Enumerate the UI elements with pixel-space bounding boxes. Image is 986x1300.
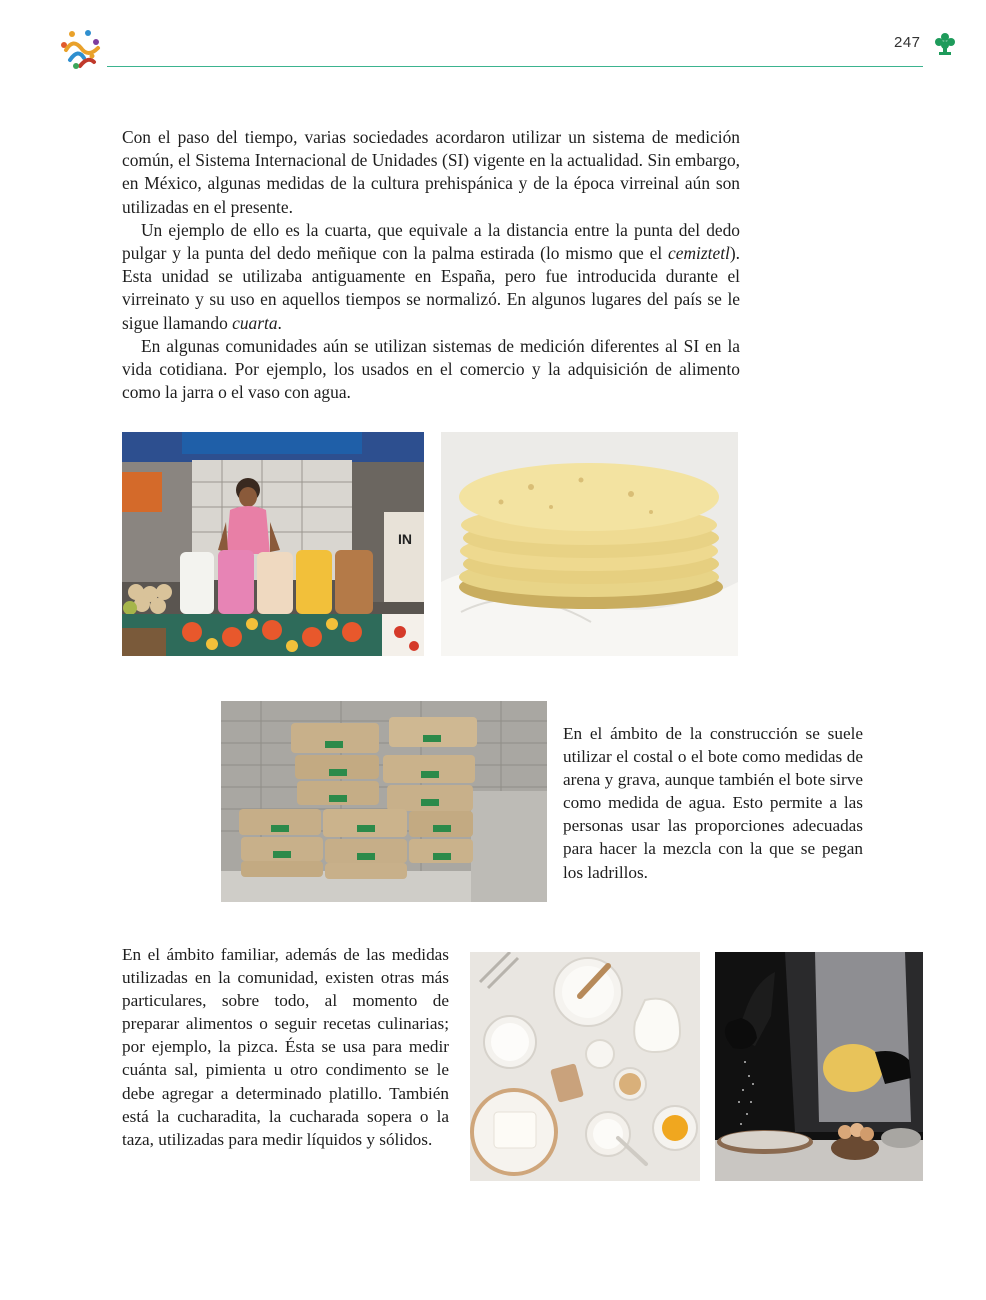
market-stall-photo [122,432,424,656]
construction-text [563,722,863,884]
cement-bags-photo [221,701,547,902]
tortilla-stack-photo [441,432,738,656]
market-sign-text: IN [398,531,412,547]
colorful-people-logo-icon [58,28,104,70]
page-number: 247 [894,34,921,51]
family-paragraph: En el ámbito familiar, además de las medidas utilizadas en la comunidad, existen otras más particulares, sobre todo, al momento de preparar alimentos o seguir recetas culinarias; por ejemplo, la pizca. Ésta se usa para medir cuánta sal, pimienta u otro condimento se le debe agregar a determinado platillo. También está la cucharadita, la cucharada sopera o la taza, utilizadas para medir líquidos y sólidos. [122,945,449,1149]
header-rule [107,66,923,67]
paragraph-2: Un ejemplo de ello es la cuarta, que equivale a la distancia entre la punta del dedo pulgar y la punta del dedo meñique con la palma estirada (lo mismo que el cemiztetl). Esta unidad se utilizaba antiguamente en España, pero fue introducida durante el virreinato y su uso en aquellos tiempos se normalizó. En algunos lugares del país se le sigue llamando cuarta. [122,219,740,333]
baking-ingredients-photo [470,952,700,1181]
paragraph-1: Con el paso del tiempo, varias sociedades acordaron utilizar un sistema de medición común, el Sistema Internacional de Unidades (SI) vigente en la actualidad. Sin embargo, en México, algunas medidas de la cultura prehispánica y de la época virreinal aún son utilizadas en el presente. [122,127,740,217]
dough-kneading-photo [715,952,923,1181]
intro-text [122,126,740,404]
construction-paragraph: En el ámbito de la construcción se suele utilizar el costal o el bote como medidas de arena y grava, aunque también el bote sirve como medida de agua. Esto permite a las personas usar las proporciones adecuadas para hacer la mezcla con la que se pegan los ladrillos. [563,724,863,882]
green-ornament-icon [934,32,956,56]
family-text [122,943,449,1151]
paragraph-3: En algunas comunidades aún se utilizan sistemas de medición diferentes al SI en la vida cotidiana. Por ejemplo, los usados en el comercio y la adquisición de alimento como la jarra o el vaso con agua. [122,335,740,403]
